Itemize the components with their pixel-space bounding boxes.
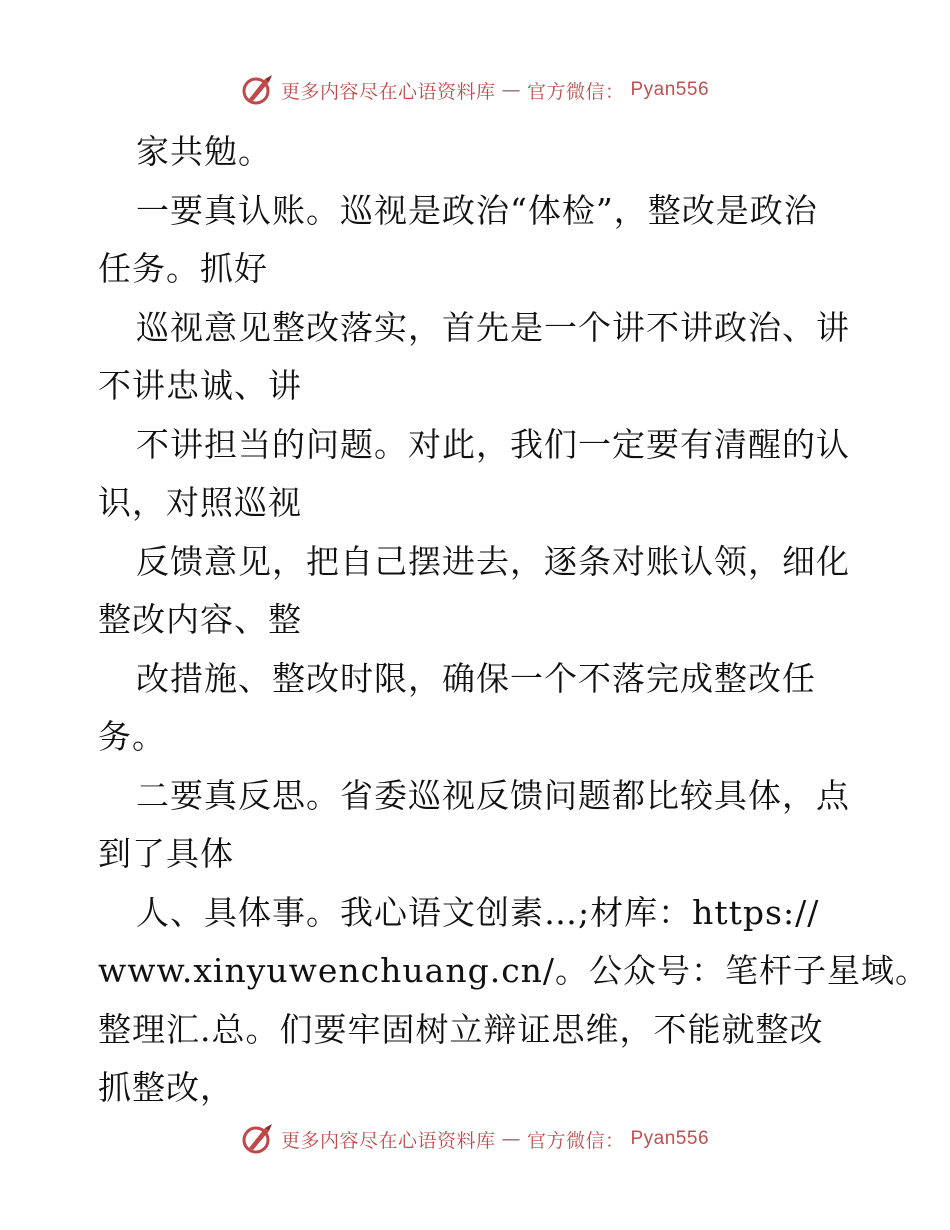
- banner-brand-text: 更多内容尽在心语资料库: [280, 80, 496, 103]
- body-line: 不讲担当的问题。对此，我们一定要有清醒的认: [136, 424, 850, 464]
- banner-wechat-id: Pyan556: [630, 1128, 710, 1149]
- banner-wechat-id: Pyan556: [630, 79, 710, 100]
- body-line: 整理汇.总。们要牢固树立辩证思维，不能就整改: [98, 1009, 824, 1049]
- body-line: 务。: [98, 717, 166, 756]
- body-line: www.xinyuwenchuang.cn/。公众号：笔杆子星域。: [98, 951, 930, 990]
- body-line: 整改内容、整: [98, 600, 302, 639]
- body-line: 不讲忠诚、讲: [98, 366, 302, 405]
- quill-pen-circle-icon: [241, 1122, 275, 1156]
- body-line: 任务。抓好: [98, 249, 268, 288]
- banner-brand-text: 更多内容尽在心语资料库: [280, 1129, 496, 1152]
- banner-wechat-label: 官方微信：: [526, 80, 625, 103]
- document-body: [98, 123, 930, 1118]
- body-line: 反馈意见，把自己摆进去，逐条对账认领，细化: [136, 541, 850, 581]
- body-line: 到了具体: [98, 834, 234, 873]
- banner-dash: —: [501, 79, 521, 101]
- header-banner: [0, 70, 950, 110]
- body-line: 抓整改，: [98, 1068, 234, 1107]
- body-line: 识，对照巡视: [98, 483, 302, 522]
- banner-dash: —: [501, 1128, 521, 1150]
- body-line: 人、具体事。我心语文创素…;材库：https://: [136, 892, 820, 932]
- body-line: 一要真认账。巡视是政治“体检”，整改是政治: [136, 190, 818, 230]
- banner-wechat-label: 官方微信：: [526, 1129, 625, 1152]
- quill-pen-circle-icon: [241, 73, 275, 107]
- body-line: 家共勉。: [136, 132, 272, 171]
- footer-banner: [0, 1119, 950, 1159]
- body-line: 改措施、整改时限，确保一个不落完成整改任: [136, 658, 816, 698]
- body-line: 二要真反思。省委巡视反馈问题都比较具体，点: [136, 775, 850, 815]
- body-line: 巡视意见整改落实，首先是一个讲不讲政治、讲: [136, 307, 850, 347]
